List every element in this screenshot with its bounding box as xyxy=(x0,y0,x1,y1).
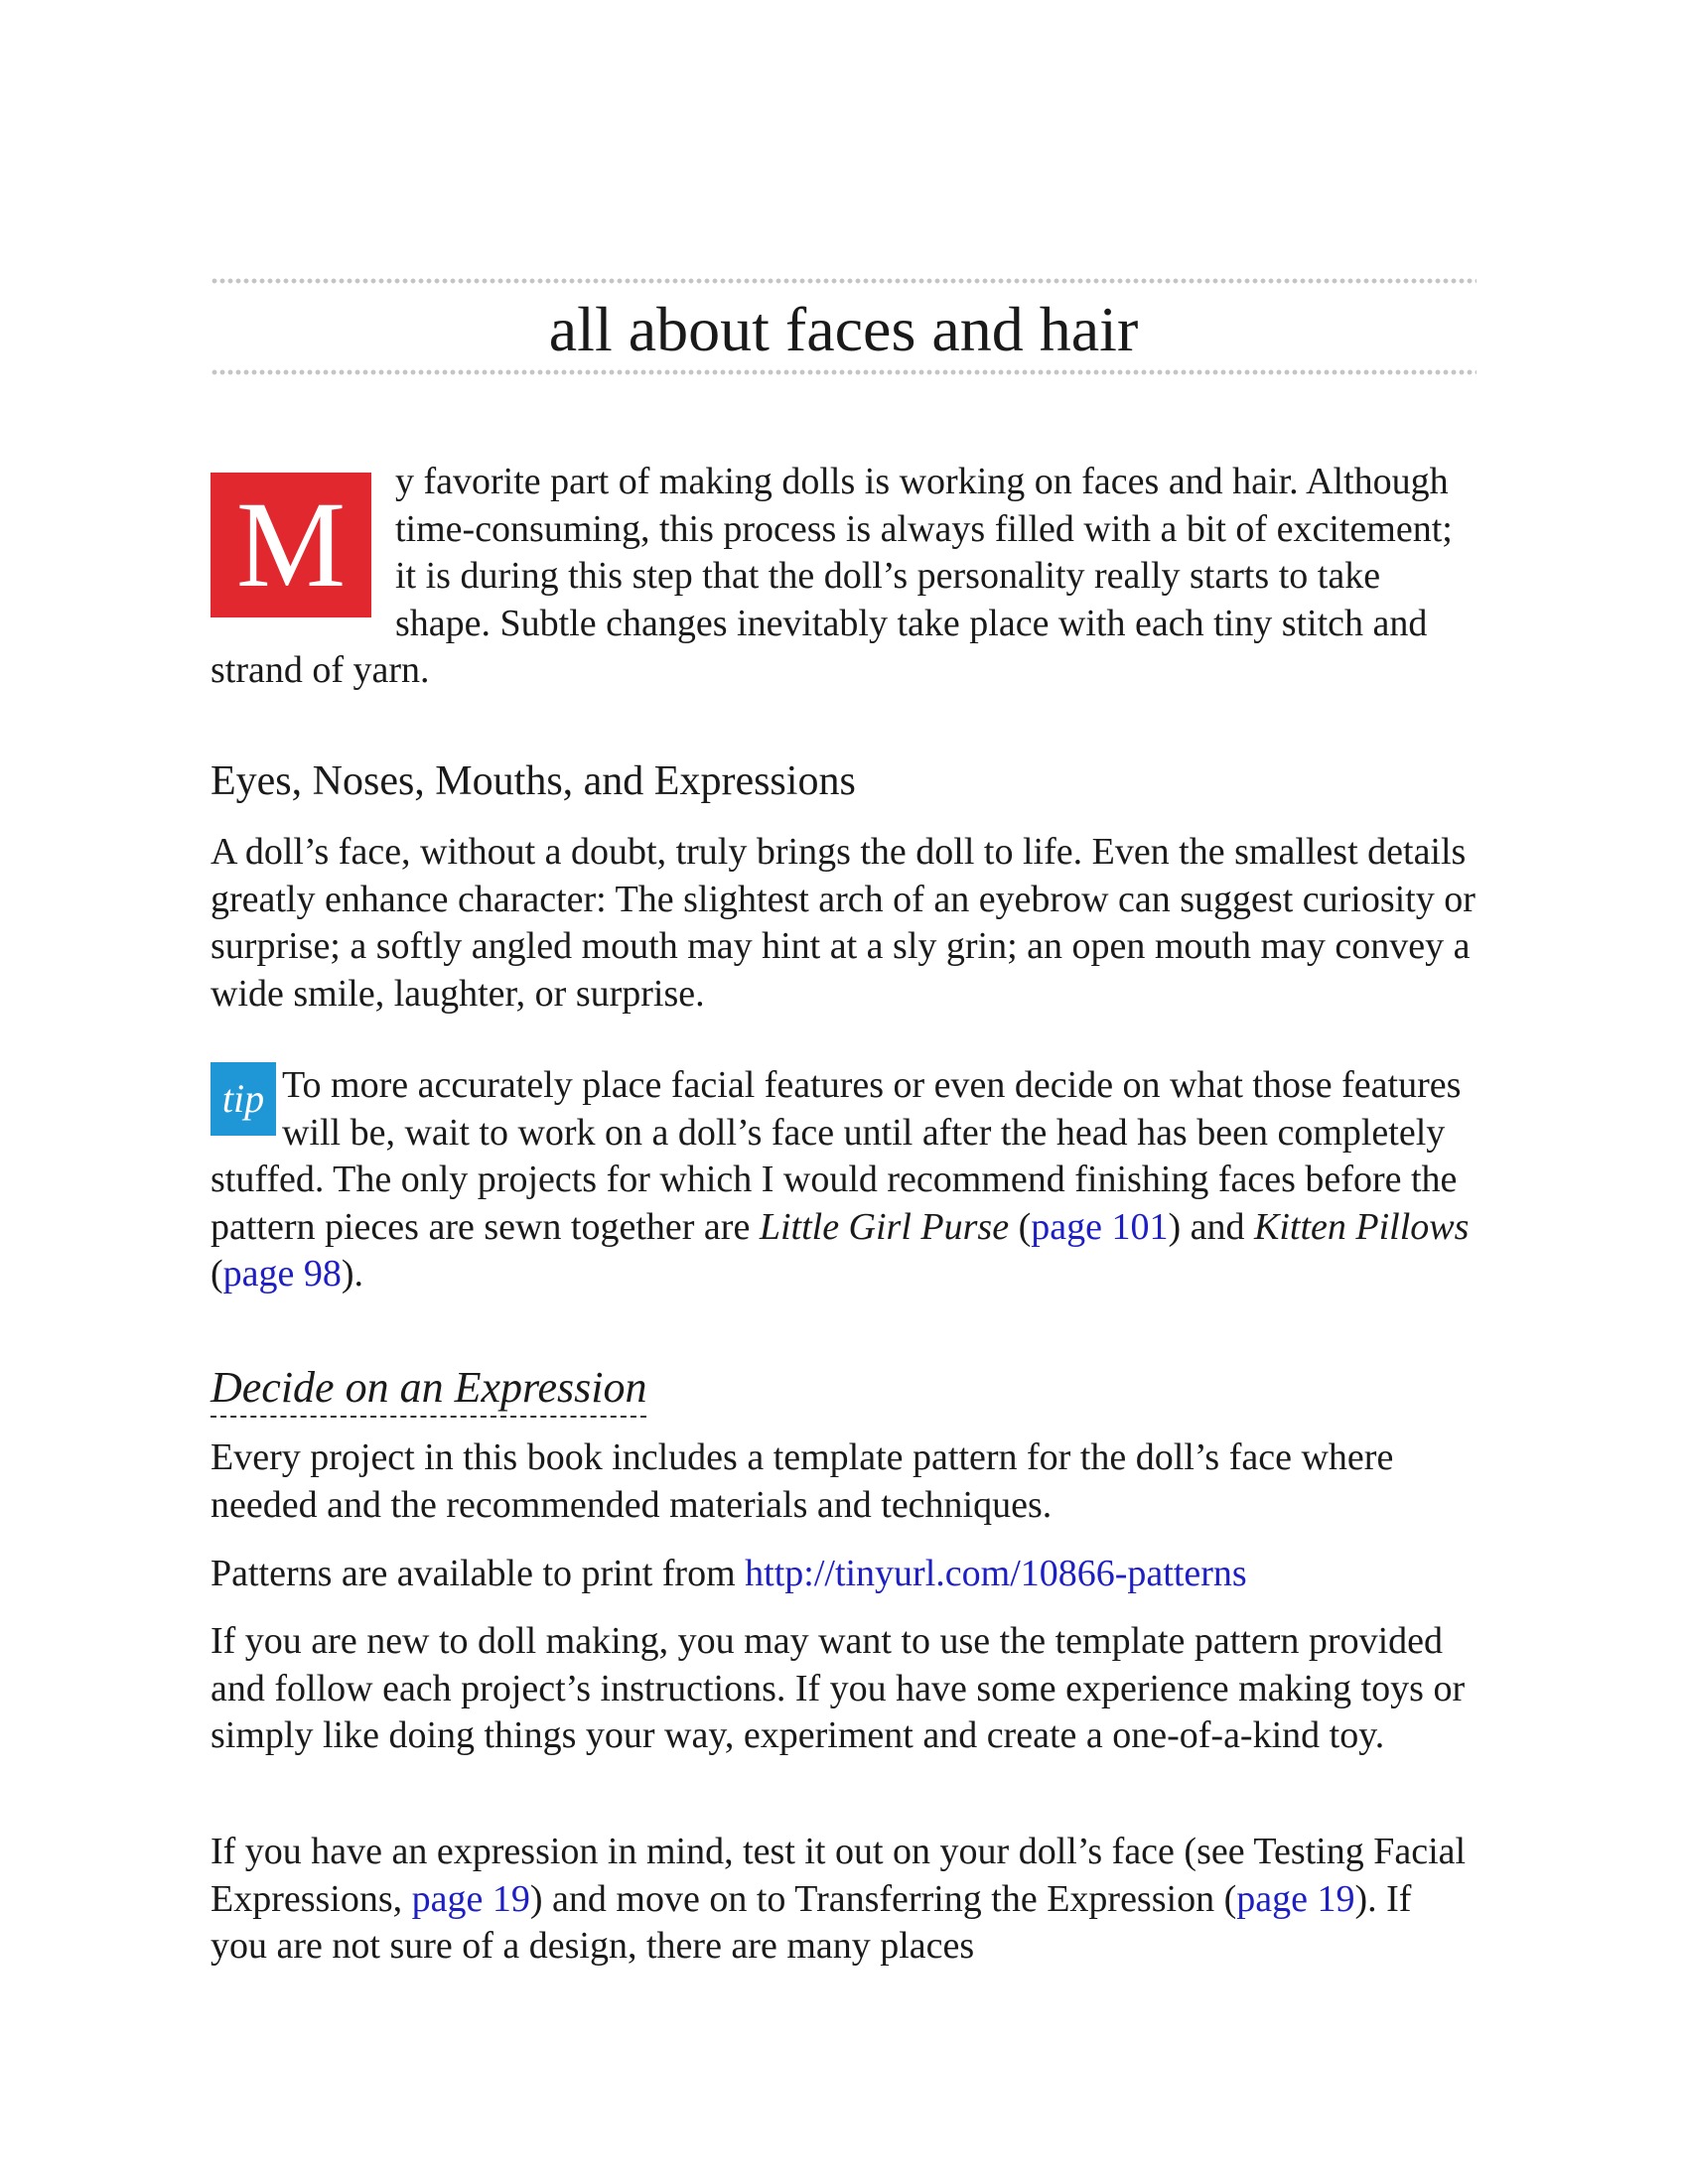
intro-text: y favorite part of making dolls is working on faces and hair. Although time-consuming, this process is always filled with a bit of excitement; it is during this step that the doll’s personality really starts to take shape. Subtle changes inevitably take place with each tiny stitch and strand of yarn. xyxy=(211,461,1453,691)
title-band xyxy=(211,278,1477,377)
page-title: all about faces and hair xyxy=(548,294,1139,364)
page-link-101[interactable]: page 101 xyxy=(1031,1205,1169,1248)
dotted-rule-top xyxy=(211,278,1477,284)
tip-block xyxy=(211,1062,1477,1298)
section-heading: Eyes, Noses, Mouths, and Expressions xyxy=(211,758,856,804)
paren-open: ( xyxy=(211,1253,223,1295)
tip-badge: tip xyxy=(211,1062,276,1136)
paren-open: ( xyxy=(1009,1205,1032,1248)
subheading: Decide on an Expression xyxy=(211,1360,646,1418)
expression-text-3: ). If you are not sure of a design, there are many places xyxy=(211,1877,1412,1967)
intro-paragraph xyxy=(211,459,1477,695)
tip-text: To more accurately place facial features or even decide on what those features will be, wait to work on a doll’s face until after the head has been completely stuffed. The only projects for which I would recommend finishing faces before the pattern pieces are sewn together are xyxy=(211,1064,1462,1248)
patterns-paragraph xyxy=(211,1551,1477,1598)
patterns-url-link[interactable]: http://tinyurl.com/10866-patterns xyxy=(745,1553,1247,1594)
project-title-pillows: Kitten Pillows xyxy=(1253,1205,1470,1248)
dotted-rule-bottom xyxy=(211,369,1477,375)
tip-end-text: ). xyxy=(341,1253,364,1295)
section-paragraph: A doll’s face, without a doubt, truly brings the doll to life. Even the smallest details greatly enhance character: The slightest arch of an eyebrow can suggest curiosity or surprise; a softly angled mouth may hint at a sly grin; an open mouth may convey a wide smile, laughter, or surprise. xyxy=(211,831,1476,1015)
expression-paragraph xyxy=(211,1829,1477,1971)
tip-mid-text: ) and xyxy=(1168,1205,1254,1248)
project-title-purse: Little Girl Purse xyxy=(759,1205,1010,1248)
page-link-19[interactable]: page 19 xyxy=(1236,1877,1355,1920)
page-link-19[interactable]: page 19 xyxy=(411,1877,530,1920)
drop-cap: M xyxy=(211,473,371,617)
template-paragraph: Every project in this book includes a template pattern for the doll’s face where needed and the recommended materials and techniques. xyxy=(211,1436,1394,1526)
new-maker-paragraph: If you are new to doll making, you may want to use the template pattern provided and follow each project’s instructions. If you have some experience making toys or simply like doing things your way, experiment and create a one-of-a-kind toy. xyxy=(211,1620,1466,1756)
expression-text-2: ) and move on to Transferring the Expression ( xyxy=(529,1877,1237,1920)
page-link-98[interactable]: page 98 xyxy=(222,1253,342,1295)
patterns-text: Patterns are available to print from xyxy=(211,1553,746,1594)
expression-text-1: If you have an expression in mind, test it out on your doll’s face (see Testing Facial Expressions, xyxy=(211,1831,1467,1920)
